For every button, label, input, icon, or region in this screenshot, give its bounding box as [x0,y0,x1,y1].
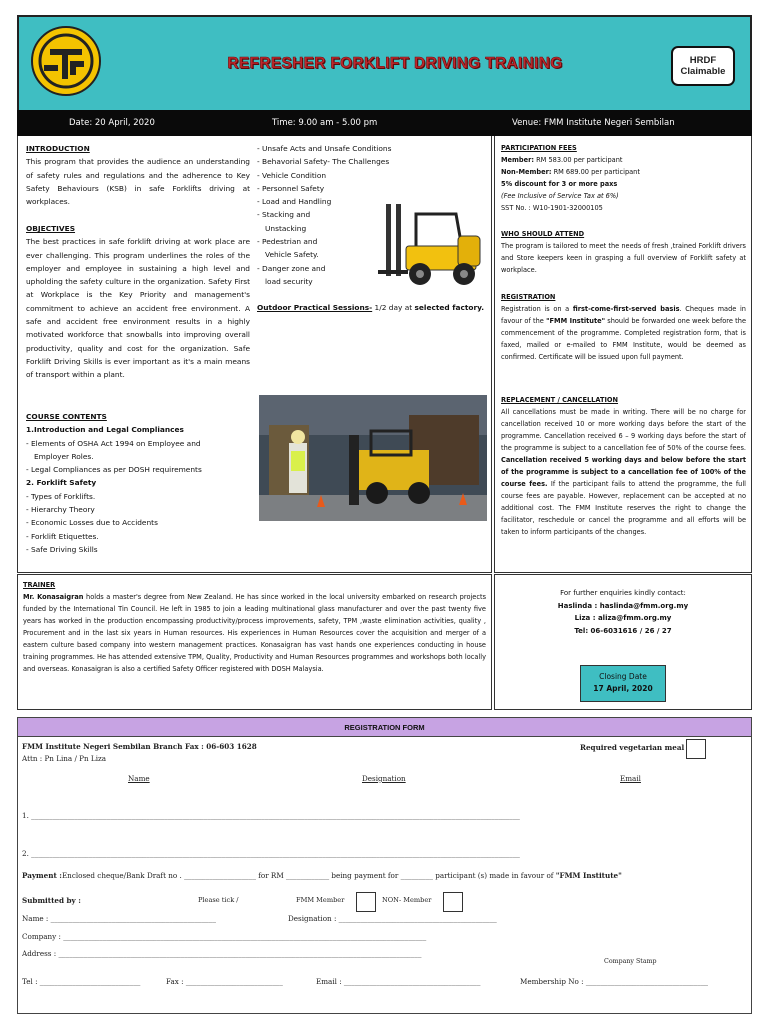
closing-date: 17 April, 2020 [593,684,653,693]
submitted-by-label: Submitted by : [22,896,81,905]
payment-label: Payment : [22,871,62,880]
participant-row-1[interactable]: 1. ________________________________________________________________________________________________________________________________________ [22,811,520,820]
event-time: Time: 9.00 am - 5.00 pm [272,118,378,128]
non-member-label: NON- Member [382,896,432,904]
nonmember-label: Non-Member: [501,168,552,176]
who-text: The program is tailored to meet the needs of fresh ,trained Forklift drivers and Store keepers keen in grasping a full overview of Forklift safety at workplace. [501,242,746,274]
fax-field[interactable]: Fax : ___________________________ [166,977,283,986]
tel-field[interactable]: Tel : ____________________________ [22,977,141,986]
course-item: - Legal Compliances as per DOSH requirements [26,465,202,475]
designation-field[interactable]: Designation : ____________________________________________ [288,914,497,923]
registration-text-3: should be forwarded one week before the commencement of the programme. Completed registration form, that is faxed, mailed or e-mailed to FMM Institute, would be deemed as confirmed. Certificate will be issued upon full payment. [501,317,746,361]
col-name: Name [128,774,150,783]
payment-line[interactable] [22,871,747,880]
registration-text-2: . Cheques made in favour of the [501,305,746,325]
registration-form-title: REGISTRATION FORM [17,717,752,737]
page-title: REFRESHER FORKLIFT DRIVING TRAINING [227,55,563,72]
outdoor-label: Outdoor Practical Sessions- [257,303,373,312]
registration-bold-1: first-come-first-served basis [572,305,680,313]
contact-haslinda[interactable]: Haslinda : haslinda@fmm.org.my [557,601,689,610]
contact-tel: Tel: 06-6031616 / 26 / 27 [574,626,672,635]
trainer-section [23,579,486,675]
registration-heading: REGISTRATION [501,293,556,301]
cancellation-section [501,394,746,538]
topic-item: - Pedestrian and [257,237,318,247]
vegetarian-label: Required vegetarian meal [580,743,685,752]
contact-intro: For further enquiries kindly contact: [560,589,686,597]
closing-label: Closing Date [599,672,647,681]
closing-date-box [580,665,666,702]
introduction-text: This program that provides the audience an understanding of safety rules and regulations and the adherence to Key Safety Behaviours (KSB) in safe Forklifts driving at workplaces. [26,157,250,207]
who-section [501,228,746,276]
course-item: 1.Introduction and Legal Compliances [26,425,184,435]
topic-item: Vehicle Safety. [265,250,319,260]
trainer-bio: holds a master's degree from New Zealand. He has since worked in the local university embarked on research projects funded by the International Tin Council. He left in 1985 to join a leading multinational glass manufacturer and over the past twenty five years has worked in the production encompassing productivity/process improvements, safety, TPM ,waste elimination activities, quality , Procurement and in the last six years in Human resources. His experiences in Human Resources cover the acquisition and merger of a eastern culture based company into western management practices. Konasaigran has vast hands one experiences conducting in house training programmes. He has attended extensive TPM, Quality, Productivity and Human Resources programmes and workshops both locally and overseas. Konasaigran is also a certified Safety Officer registered with DOSH Malaysia. [23,593,487,673]
topic-item: Unstacking [265,223,307,233]
address-field[interactable]: Address : _____________________________________________________________________________________________________ [22,949,422,958]
col-designation: Designation [362,774,406,783]
email-field[interactable]: Email : ______________________________________ [316,977,481,986]
payment-text: Enclosed cheque/Bank Draft no . ____________________ for RM ____________ being payment for _________ participant (s) made in favour of [61,871,556,880]
outdoor-bold: selected factory. [414,303,485,312]
payment-payee: "FMM Institute" [555,871,622,880]
forklift-illustration-icon [378,198,486,288]
company-field[interactable]: Company : _____________________________________________________________________________________________________ [22,932,427,941]
introduction-heading: INTRODUCTION [26,144,90,153]
vegetarian-checkbox[interactable] [686,739,706,759]
hrdf-badge-line1: HRDF [689,55,717,66]
topic-item: - Behavorial Safety- The Challenges [257,157,390,167]
cancellation-text-2: If the participant fails to attend the programme, the full course fees are payable. However, replacement can be accepted at no additional cost. The FMM Institute reserves the right to change the facilitator, reschedule or cancel the programme and all efforts will be taken to inform participants of the changes. [501,480,746,536]
registration-text-1: Registration is on a [501,305,573,313]
tax-note: (Fee Inclusive of Service Tax at 6%) [501,192,619,200]
member-label: Member: [501,156,534,164]
sst-number: SST No. : W10-1901-32000105 [501,204,603,212]
nonmember-fee: RM 689.00 per participant [551,168,640,176]
who-heading: WHO SHOULD ATTEND [501,230,585,238]
event-date: Date: 20 April, 2020 [69,118,155,128]
form-branch [22,742,257,751]
non-member-checkbox[interactable] [443,892,463,912]
cancellation-heading: REPLACEMENT / CANCELLATION [501,396,619,404]
membership-field[interactable]: Membership No : __________________________________ [520,977,709,986]
training-photo-icon [259,395,487,521]
cancellation-text-1: All cancellations must be made in writing. There will be no charge for cancellation received 10 or more working days before the start of the programme. Cancellation received 6 – 9 working days before the start of the programme is subject to a cancellation fee of 50% of the course fees. [501,408,746,452]
branch-fax: FMM Institute Negeri Sembilan Branch Fax : 06-603 1628 [22,742,257,751]
please-tick-label: Please tick / [198,896,239,904]
topic-item: load security [265,276,313,286]
objectives-text: The best practices in safe forklift driving at work place are ever challenging. This program underlines the roles of the employer and employee in sustaining a high level and upholding the safety culture in the organization. Safety First at Workplace is the Key Priority and management's commitment to achieve an accident free environment. A safe and accident free environment results in a highly motivated workforce that snowballs into improving overall productivity, quality and cost for the organization. Safe Forklift Driving Skills is ever important as it's a main means of transport within a plant. [26,237,250,380]
fmm-member-label: FMM Member [296,896,345,904]
fees-section [501,142,746,214]
company-stamp-label: Company Stamp [604,958,657,965]
name-field[interactable]: Name : ______________________________________________ [22,914,216,923]
fmm-logo-icon [30,25,102,97]
topic-item: - Load and Handling [257,197,332,207]
discount-text: 5% discount for 3 or more paxs [501,180,618,188]
course-heading: COURSE CONTENTS [26,412,107,421]
topic-item: - Vehicle Condition [257,170,327,180]
form-attn: Attn : Pn Lina / Pn Liza [22,754,107,763]
registration-bold-2: "FMM Institute" [546,317,606,325]
contact-section [500,587,746,637]
objectives-section [26,222,250,382]
objectives-heading: OBJECTIVES [26,224,76,233]
participant-row-2[interactable]: 2. ________________________________________________________________________________________________________________________________________ [22,849,520,858]
event-venue: Venue: FMM Institute Negeri Sembilan [512,118,675,128]
hrdf-badge-line2: Claimable [680,66,726,77]
info-bar [17,110,752,136]
trainer-heading: TRAINER [23,581,56,589]
course-item: - Hierarchy Theory [26,505,95,515]
registration-section [501,291,746,363]
fees-heading: PARTICIPATION FEES [501,144,577,152]
course-item: - Forklift Etiquettes. [26,531,99,541]
course-item: 2. Forklift Safety [26,478,97,488]
topic-item: - Personnel Safety [257,183,325,193]
topic-item: - Unsafe Acts and Unsafe Conditions [257,144,392,153]
course-item: - Types of Forklifts. [26,491,96,501]
outdoor-text: 1/2 day at [372,303,415,312]
member-fee: RM 583.00 per participant [534,156,623,164]
course-item: - Elements of OSHA Act 1994 on Employee and [26,438,201,448]
course-item: Employer Roles. [34,451,94,461]
hrdf-badge [671,46,735,86]
contact-liza[interactable]: Liza : aliza@fmm.org.my [574,614,672,622]
trainer-name: Mr. Konasaigran [23,593,84,601]
topic-item: - Danger zone and [257,263,326,273]
course-item: - Safe Driving Skills [26,544,98,554]
fmm-member-checkbox[interactable] [356,892,376,912]
introduction-section [26,142,250,208]
topic-item: - Stacking and [257,210,311,220]
col-email: Email [620,774,641,783]
outdoor-sessions [257,302,487,314]
course-contents-section [26,410,254,556]
cancellation-bold: Cancellation received 5 working days and below before the start of the programme is subject to a cancellation fee of 100% of the course fees. [501,456,746,488]
course-item: - Economic Losses due to Accidents [26,518,158,528]
